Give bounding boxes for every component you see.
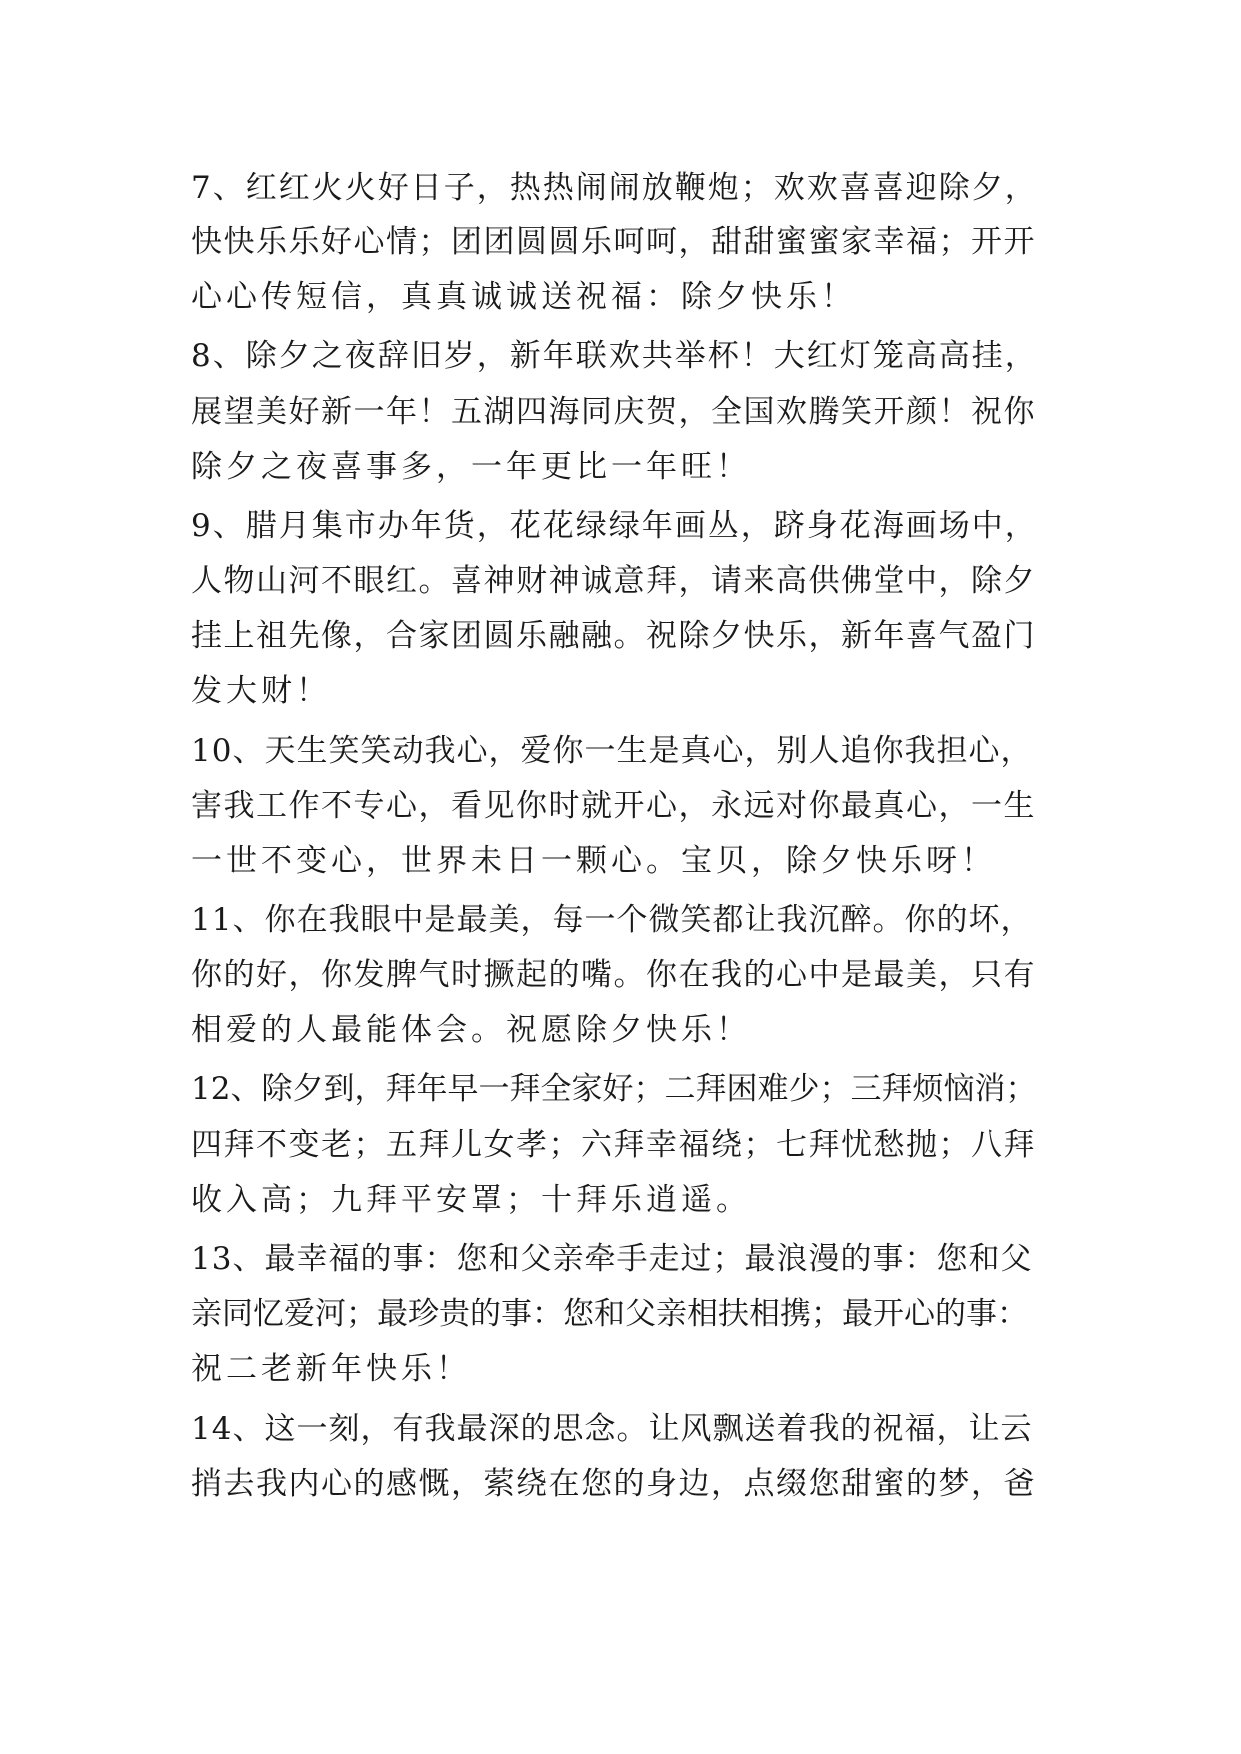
text-line: 亲同忆爱河；最珍贵的事：您和父亲相扶相携；最开心的事： bbox=[191, 1296, 1028, 1332]
text-line: 12、除夕到，拜年早一拜全家好；二拜困难少；三拜烦恼消； bbox=[191, 1071, 1037, 1107]
text-line: 9、腊月集市办年货，花花绿绿年画丛，跻身花海画场中， bbox=[191, 508, 1038, 544]
text-line: 13、最幸福的事：您和父亲牵手走过；最浪漫的事：您和父 bbox=[191, 1241, 1033, 1277]
text-line: 展望美好新一年！五湖四海同庆贺，全国欢腾笑开颜！祝你 bbox=[191, 394, 1036, 430]
text-line: 害我工作不专心，看见你时就开心，永远对你最真心，一生 bbox=[191, 788, 1036, 824]
text-line: 挂上祖先像，合家团圆乐融融。祝除夕快乐，新年喜气盈门 bbox=[191, 618, 1036, 654]
text-line: 相爱的人最能体会。祝愿除夕快乐！ bbox=[191, 1012, 751, 1048]
text-line: 发大财！ bbox=[191, 673, 331, 709]
text-line: 一世不变心，世界未日一颗心。宝贝，除夕快乐呀！ bbox=[191, 843, 996, 879]
text-line: 快快乐乐好心情；团团圆圆乐呵呵，甜甜蜜蜜家幸福；开开 bbox=[191, 224, 1036, 260]
text-line: 10、天生笑笑动我心，爱你一生是真心，别人追你我担心， bbox=[191, 733, 1033, 769]
text-line: 除夕之夜喜事多，一年更比一年旺！ bbox=[191, 449, 751, 485]
text-line: 收入高；九拜平安罩；十拜乐逍遥。 bbox=[191, 1182, 751, 1218]
text-line: 四拜不变老；五拜儿女孝；六拜幸福绕；七拜忧愁抛；八拜 bbox=[191, 1127, 1036, 1163]
text-line: 捎去我内心的感慨，萦绕在您的身边，点缀您甜蜜的梦，爸 bbox=[191, 1466, 1036, 1502]
text-line: 人物山河不眼红。喜神财神诚意拜，请来高供佛堂中，除夕 bbox=[191, 563, 1036, 599]
text-line: 7、红红火火好日子，热热闹闹放鞭炮；欢欢喜喜迎除夕， bbox=[191, 170, 1038, 206]
text-line: 11、你在我眼中是最美，每一个微笑都让我沉醉。你的坏， bbox=[191, 902, 1033, 938]
text-line: 8、除夕之夜辞旧岁，新年联欢共举杯！大红灯笼高高挂， bbox=[191, 338, 1038, 374]
text-line: 心心传短信，真真诚诚送祝福：除夕快乐！ bbox=[191, 279, 856, 315]
text-line: 你的好，你发脾气时撅起的嘴。你在我的心中是最美，只有 bbox=[191, 957, 1036, 993]
text-line: 祝二老新年快乐！ bbox=[191, 1351, 471, 1387]
text-line: 14、这一刻，有我最深的思念。让风飘送着我的祝福，让云 bbox=[191, 1411, 1033, 1447]
